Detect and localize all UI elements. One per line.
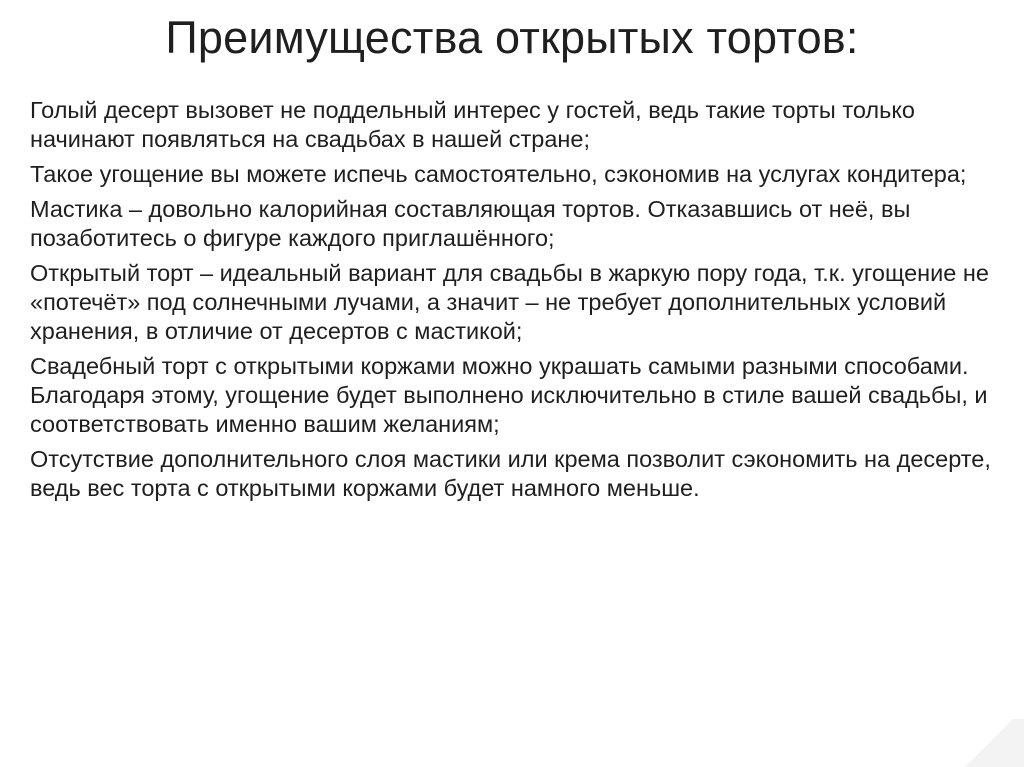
page-corner-decoration — [954, 719, 1024, 767]
slide-title: Преимущества открытых тортов: — [165, 12, 859, 63]
body-paragraph-4: Открытый торт – идеальный вариант для свадьбы в жаркую пору года, т.к. угощение не «потечёт» под солнечными лучами, а значит – не требует дополнительных условий хранения, в отличие от десертов с мастикой; — [30, 260, 989, 344]
body-paragraph-5: Свадебный торт с открытыми коржами можно украшать самыми разными способами. Благодаря этому, угощение будет выполнено исключительно в стиле вашей свадьбы, и соответствовать именно вашим желаниям; — [30, 353, 988, 437]
body-paragraph-2: Такое угощение вы можете испечь самостоятельно, сэкономив на услугах кондитера; — [30, 161, 967, 187]
body-paragraph-1: Голый десерт вызовет не поддельный интерес у гостей, ведь такие торты только начинают появляться на свадьбах в нашей стране; — [30, 97, 915, 152]
body-paragraph-6: Отсутствие дополнительного слоя мастики или крема позволит сэкономить на десерте, ведь вес торта с открытыми коржами будет намного меньше. — [30, 446, 991, 501]
body-paragraph-3: Мастика – довольно калорийная составляющая тортов. Отказавшись от неё, вы позаботитесь о фигуре каждого приглашённого; — [30, 196, 911, 251]
slide-body — [30, 96, 995, 509]
